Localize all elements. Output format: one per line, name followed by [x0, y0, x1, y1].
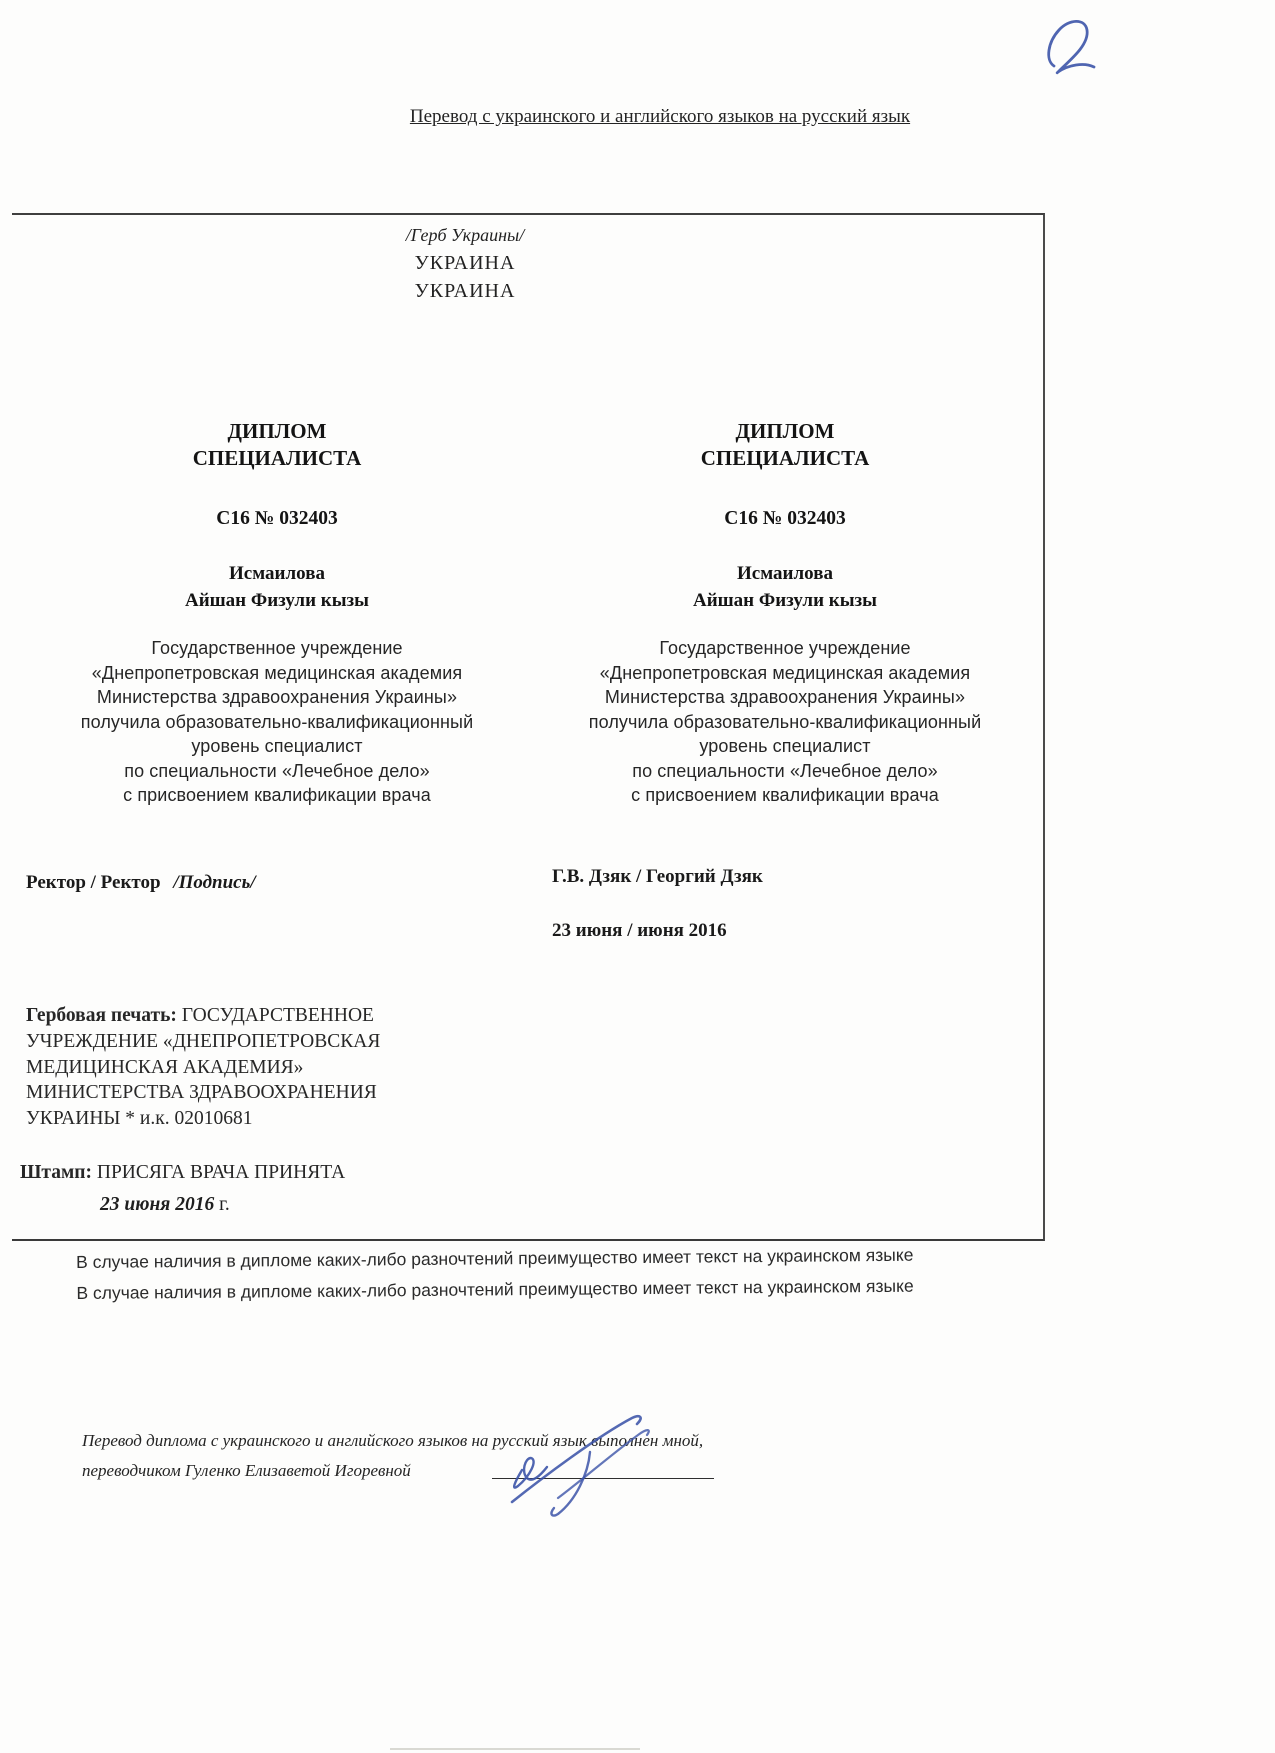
- emblem-note: /Герб Украины/: [405, 225, 525, 245]
- diploma-title-line: ДИПЛОМ: [735, 419, 835, 443]
- stamp-text: ПРИСЯГА ВРАЧА ПРИНЯТА: [96, 1162, 346, 1183]
- seal-line: УЧРЕЖДЕНИЕ «ДНЕПРОПЕТРОВСКАЯ: [26, 1030, 381, 1052]
- seal-line: МИНИСТЕРСТВА ЗДРАВООХРАНЕНИЯ: [26, 1082, 377, 1104]
- signature-placeholder-note: /Подпись/: [173, 872, 256, 893]
- graduate-surname: Исмаилова: [229, 563, 325, 584]
- signatory-name: Г.В. Дзяк / Георгий Дзяк: [552, 866, 763, 887]
- diploma-body-line: «Днепропетровская медицинская академия: [599, 662, 971, 683]
- translator-statement-line: переводчиком Гуленко Елизаветой Игоревной: [82, 1461, 411, 1480]
- diploma-body-line: Министерства здравоохранения Украины»: [96, 687, 458, 707]
- diploma-body-line: получила образовательно-квалификационный: [588, 711, 982, 732]
- graduate-name: [44, 560, 510, 614]
- diploma-column-left: [44, 418, 510, 808]
- scan-artifact: [390, 1748, 640, 1750]
- diploma-serial-number: С16 № 032403: [216, 508, 338, 529]
- seal-description: [26, 1003, 486, 1132]
- handwritten-page-number: [1040, 14, 1102, 84]
- seal-line: УКРАИНЫ * и.к. 02010681: [26, 1108, 253, 1130]
- rector-label: Ректор / Ректор: [26, 872, 161, 893]
- diploma-body-line: Государственное учреждение: [151, 638, 403, 658]
- diploma-body-line: по специальности «Лечебное дело»: [124, 760, 430, 781]
- signature-stroke: [558, 1430, 649, 1498]
- stamp-description: [20, 1162, 345, 1184]
- graduate-given-names: Айшан Физули кызы: [184, 590, 370, 611]
- diploma-title: [552, 418, 1018, 472]
- diploma-body-text: [552, 636, 1018, 808]
- diploma-body-line: уровень специалист: [191, 736, 363, 756]
- handwritten-two-stroke: [1049, 21, 1094, 72]
- disclaimer-line: В случае наличия в дипломе каких-либо разночтений преимущество имеет текст на украинском языке: [76, 1275, 914, 1303]
- signature-stroke: [551, 1452, 590, 1516]
- graduate-given-names: Айшан Физули кызы: [692, 590, 878, 611]
- diploma-body-line: «Днепропетровская медицинская академия: [91, 662, 463, 683]
- diploma-body-line: Государственное учреждение: [659, 638, 911, 658]
- diploma-body-line: получила образовательно-квалификационный: [80, 711, 474, 732]
- diploma-date: 23 июня / июня 2016: [552, 920, 727, 941]
- diploma-serial-number: С16 № 032403: [724, 508, 846, 529]
- diploma-title-line: СПЕЦИАЛИСТА: [192, 446, 362, 470]
- stamp-date: 23 июня 2016: [100, 1194, 215, 1215]
- disclaimer-block: [76, 1239, 1036, 1308]
- stamp-date-line: [100, 1194, 230, 1216]
- translator-statement: [82, 1426, 842, 1486]
- translator-signature: [500, 1408, 690, 1520]
- translator-statement-line: Перевод диплома с украинского и английского языков на русский язык выполнен мной,: [82, 1431, 704, 1450]
- graduate-surname: Исмаилова: [737, 563, 833, 584]
- graduate-name: [552, 560, 1018, 614]
- diploma-title: [44, 418, 510, 472]
- country-line: УКРАИНА: [414, 252, 516, 274]
- diploma-body-line: с присвоением квалификации врача: [631, 785, 939, 805]
- diploma-body-text: [44, 636, 510, 808]
- disclaimer-line: В случае наличия в дипломе каких-либо разночтений преимущество имеет текст на украинском языке: [76, 1244, 914, 1272]
- rector-signature-line: [26, 872, 256, 894]
- diploma-title-line: СПЕЦИАЛИСТА: [700, 446, 870, 470]
- seal-line: [26, 1003, 486, 1029]
- diploma-body-line: по специальности «Лечебное дело»: [632, 760, 938, 781]
- signature-stroke: [514, 1458, 547, 1488]
- diploma-title-line: ДИПЛОМ: [227, 419, 327, 443]
- diploma-body-line: уровень специалист: [699, 736, 871, 756]
- stamp-date-suffix: г.: [219, 1194, 230, 1215]
- emblem-group: [0, 221, 930, 305]
- seal-line: МЕДИЦИНСКАЯ АКАДЕМИЯ»: [26, 1056, 304, 1078]
- seal-text: ГОСУДАРСТВЕННОЕ: [181, 1005, 374, 1026]
- diploma-body-line: Министерства здравоохранения Украины»: [604, 687, 966, 707]
- seal-label: Гербовая печать:: [26, 1005, 177, 1026]
- diploma-body-line: с присвоением квалификации врача: [123, 785, 431, 805]
- translation-header: Перевод с украинского и английского языков на русский язык: [409, 106, 911, 127]
- country-line: УКРАИНА: [414, 280, 516, 302]
- diploma-column-right: [552, 418, 1018, 808]
- stamp-label: Штамп:: [20, 1162, 92, 1183]
